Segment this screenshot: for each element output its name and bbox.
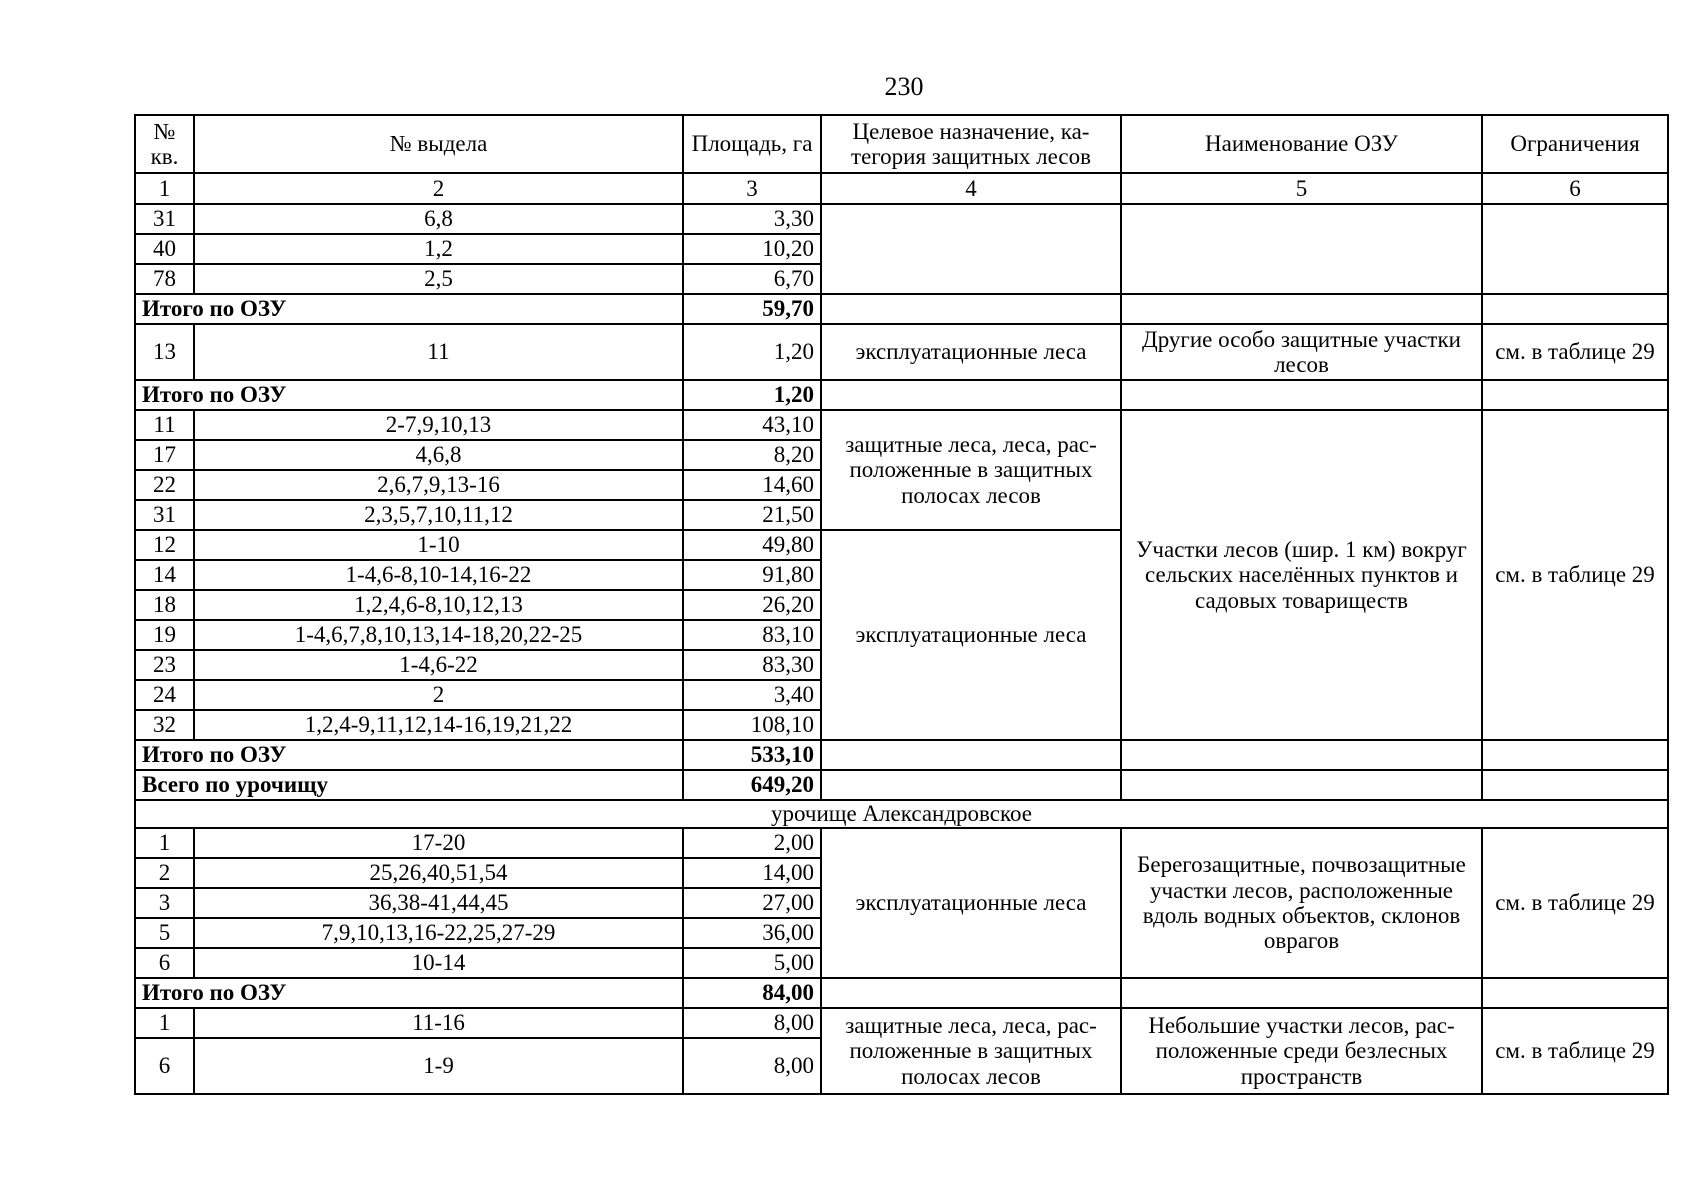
subtotal-label: Итого по ОЗУ <box>135 740 683 770</box>
header-kv: № кв. <box>135 115 194 173</box>
empty-cell <box>1482 770 1668 800</box>
limits-cell: см. в таблице 29 <box>1482 324 1668 380</box>
col-number: 2 <box>194 173 683 204</box>
videl-cell: 17-20 <box>194 828 683 858</box>
kv-cell: 17 <box>135 440 194 470</box>
header-limits: Ограничения <box>1482 115 1668 173</box>
kv-cell: 6 <box>135 1038 194 1094</box>
col-number: 4 <box>821 173 1121 204</box>
area-cell: 10,20 <box>683 234 821 264</box>
subtotal-label: Итого по ОЗУ <box>135 380 683 410</box>
purpose-cell: защитные леса, леса, расположенные в защитных полосах лесов <box>821 410 1121 530</box>
area-cell: 5,00 <box>683 948 821 978</box>
videl-cell: 1-4,6-8,10-14,16-22 <box>194 560 683 590</box>
grand-total-label: Всего по урочищу <box>135 770 683 800</box>
videl-cell: 4,6,8 <box>194 440 683 470</box>
empty-cell <box>1482 294 1668 324</box>
header-ozu: Наименование ОЗУ <box>1121 115 1482 173</box>
videl-cell: 10-14 <box>194 948 683 978</box>
empty-cell <box>821 294 1121 324</box>
area-cell: 2,00 <box>683 828 821 858</box>
videl-cell: 1-4,6-22 <box>194 650 683 680</box>
purpose-cell: эксплуатационные леса <box>821 324 1121 380</box>
table-row <box>135 204 1668 234</box>
kv-cell: 78 <box>135 264 194 294</box>
kv-cell: 23 <box>135 650 194 680</box>
col-number: 5 <box>1121 173 1482 204</box>
empty-cell <box>821 380 1121 410</box>
subtotal-row <box>135 978 1668 1008</box>
videl-cell: 36,38-41,44,45 <box>194 888 683 918</box>
kv-cell: 5 <box>135 918 194 948</box>
kv-cell: 1 <box>135 828 194 858</box>
section-title: урочище Александровское <box>135 800 1668 828</box>
videl-cell: 1-9 <box>194 1038 683 1094</box>
videl-cell: 11-16 <box>194 1008 683 1038</box>
area-cell: 3,30 <box>683 204 821 234</box>
header-area: Площадь, га <box>683 115 821 173</box>
area-cell: 83,30 <box>683 650 821 680</box>
header-row <box>135 115 1668 173</box>
grand-total-row <box>135 770 1668 800</box>
area-cell: 91,80 <box>683 560 821 590</box>
kv-cell: 12 <box>135 530 194 560</box>
subtotal-value: 59,70 <box>683 294 821 324</box>
videl-cell: 2 <box>194 680 683 710</box>
kv-cell: 19 <box>135 620 194 650</box>
ozu-table <box>134 114 1669 1095</box>
area-cell: 83,10 <box>683 620 821 650</box>
kv-cell: 14 <box>135 560 194 590</box>
empty-cell <box>1482 380 1668 410</box>
purpose-cell: эксплуатационные леса <box>821 828 1121 978</box>
area-cell: 8,00 <box>683 1038 821 1094</box>
subtotal-label: Итого по ОЗУ <box>135 294 683 324</box>
kv-cell: 31 <box>135 204 194 234</box>
page-number: 230 <box>884 72 924 101</box>
videl-cell: 11 <box>194 324 683 380</box>
videl-cell: 2,6,7,9,13-16 <box>194 470 683 500</box>
empty-cell <box>1121 740 1482 770</box>
header-videl: № выдела <box>194 115 683 173</box>
area-cell: 8,20 <box>683 440 821 470</box>
videl-cell: 2,3,5,7,10,11,12 <box>194 500 683 530</box>
limits-cell: см. в таблице 29 <box>1482 1008 1668 1094</box>
subtotal-value: 1,20 <box>683 380 821 410</box>
col-number: 6 <box>1482 173 1668 204</box>
videl-cell: 25,26,40,51,54 <box>194 858 683 888</box>
kv-cell: 24 <box>135 680 194 710</box>
area-cell: 21,50 <box>683 500 821 530</box>
empty-cell <box>1121 294 1482 324</box>
kv-cell: 40 <box>135 234 194 264</box>
table-row <box>135 410 1668 440</box>
grand-total-value: 649,20 <box>683 770 821 800</box>
empty-cell <box>1482 978 1668 1008</box>
videl-cell: 2,5 <box>194 264 683 294</box>
empty-cell <box>1121 770 1482 800</box>
area-cell: 26,20 <box>683 590 821 620</box>
kv-cell: 1 <box>135 1008 194 1038</box>
empty-cell <box>1121 380 1482 410</box>
area-cell: 14,60 <box>683 470 821 500</box>
column-number-row <box>135 173 1668 204</box>
limits-cell <box>1482 204 1668 294</box>
ozu-cell: Берегозащитные, почвозащитные участки лесов, расположенные вдоль водных объектов, склонов оврагов <box>1121 828 1482 978</box>
videl-cell: 1,2 <box>194 234 683 264</box>
area-cell: 14,00 <box>683 858 821 888</box>
area-cell: 27,00 <box>683 888 821 918</box>
table-row <box>135 828 1668 858</box>
ozu-cell: Участки лесов (шир. 1 км) вокруг сельских населённых пунктов и садовых товариществ <box>1121 410 1482 740</box>
kv-cell: 3 <box>135 888 194 918</box>
videl-cell: 7,9,10,13,16-22,25,27-29 <box>194 918 683 948</box>
purpose-cell: защитные леса, леса, расположенные в защитных полосах лесов <box>821 1008 1121 1094</box>
ozu-cell: Другие особо защитные участки лесов <box>1121 324 1482 380</box>
subtotal-row <box>135 380 1668 410</box>
area-cell: 6,70 <box>683 264 821 294</box>
purpose-cell: эксплуатационные леса <box>821 530 1121 740</box>
subtotal-label: Итого по ОЗУ <box>135 978 683 1008</box>
col-number: 3 <box>683 173 821 204</box>
table-row <box>135 1008 1668 1038</box>
empty-cell <box>1121 978 1482 1008</box>
table-row <box>135 324 1668 380</box>
videl-cell: 1-10 <box>194 530 683 560</box>
kv-cell: 6 <box>135 948 194 978</box>
empty-cell <box>821 978 1121 1008</box>
limits-cell: см. в таблице 29 <box>1482 410 1668 740</box>
area-cell: 49,80 <box>683 530 821 560</box>
area-cell: 1,20 <box>683 324 821 380</box>
area-cell: 108,10 <box>683 710 821 740</box>
empty-cell <box>821 770 1121 800</box>
col-number: 1 <box>135 173 194 204</box>
limits-cell: см. в таблице 29 <box>1482 828 1668 978</box>
area-cell: 36,00 <box>683 918 821 948</box>
subtotal-value: 84,00 <box>683 978 821 1008</box>
kv-cell: 22 <box>135 470 194 500</box>
ozu-cell <box>1121 204 1482 294</box>
kv-cell: 31 <box>135 500 194 530</box>
kv-cell: 18 <box>135 590 194 620</box>
area-cell: 8,00 <box>683 1008 821 1038</box>
kv-cell: 11 <box>135 410 194 440</box>
subtotal-row <box>135 740 1668 770</box>
purpose-cell <box>821 204 1121 294</box>
area-cell: 3,40 <box>683 680 821 710</box>
kv-cell: 32 <box>135 710 194 740</box>
kv-cell: 13 <box>135 324 194 380</box>
videl-cell: 2-7,9,10,13 <box>194 410 683 440</box>
subtotal-row <box>135 294 1668 324</box>
videl-cell: 6,8 <box>194 204 683 234</box>
empty-cell <box>1482 740 1668 770</box>
videl-cell: 1,2,4,6-8,10,12,13 <box>194 590 683 620</box>
videl-cell: 1-4,6,7,8,10,13,14-18,20,22-25 <box>194 620 683 650</box>
ozu-cell: Небольшие участки лесов, расположенные среди безлесных пространств <box>1121 1008 1482 1094</box>
kv-cell: 2 <box>135 858 194 888</box>
header-purpose: Целевое назначение, категория защитных лесов <box>821 115 1121 173</box>
empty-cell <box>821 740 1121 770</box>
area-cell: 43,10 <box>683 410 821 440</box>
subtotal-value: 533,10 <box>683 740 821 770</box>
section-row <box>135 800 1668 828</box>
videl-cell: 1,2,4-9,11,12,14-16,19,21,22 <box>194 710 683 740</box>
